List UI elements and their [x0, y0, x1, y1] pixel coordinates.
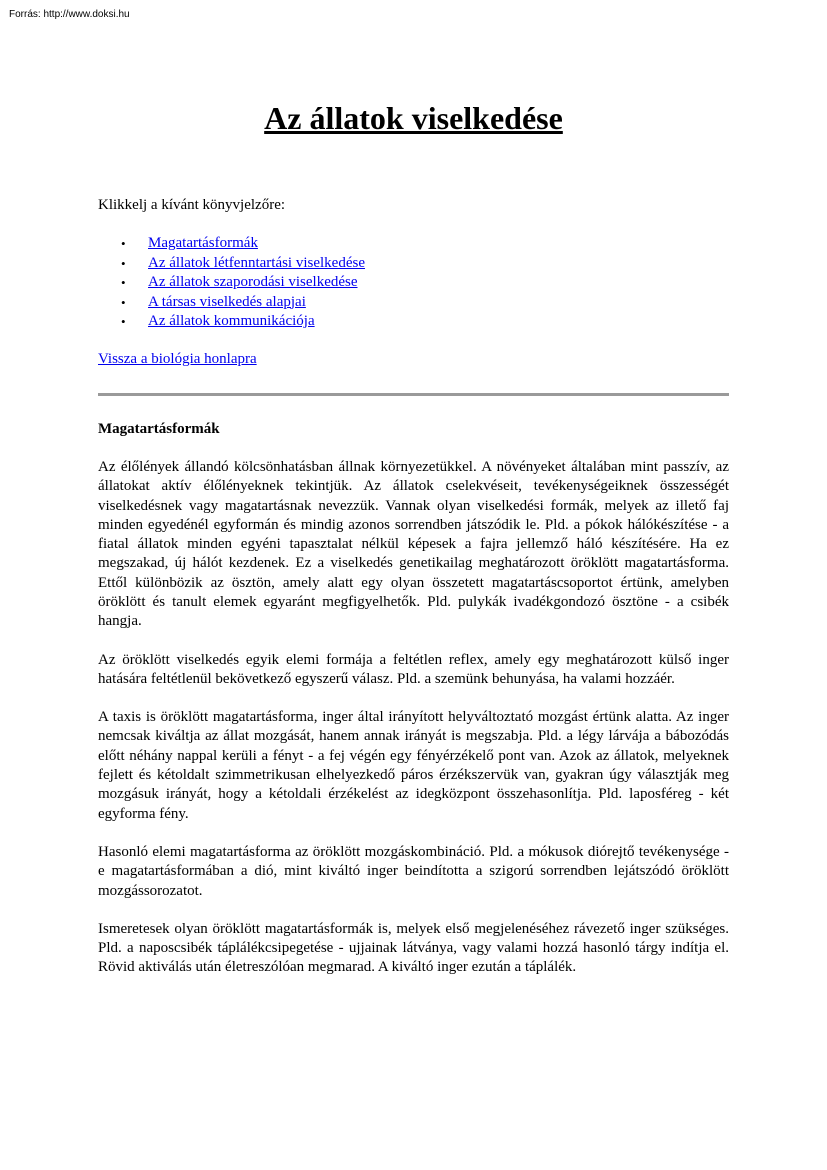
bullet-icon: •: [121, 255, 126, 271]
horizontal-divider: [98, 393, 729, 396]
back-to-homepage-link[interactable]: Vissza a biológia honlapra: [98, 351, 257, 368]
paragraph: Hasonló elemi magatartásforma az öröklött mozgáskombináció. Pld. a mókusok diórejtő tevékenysége - e magatartásformában a dió, mint kiváltó inger beindította a szigorú sorrendben lejátszódó öröklött mozgássorozatot.: [98, 843, 729, 899]
list-item: [121, 293, 729, 312]
list-item: [121, 273, 729, 292]
bookmark-list: [98, 234, 729, 331]
document-body: [98, 196, 729, 978]
paragraph: Ismeretesek olyan öröklött magatartásformák is, melyek első megjelenéséhez rávezető inger szükséges. Pld. a naposcsibék táplálékcsipegetése - ujjainak látványa, vagy valami hozzá hasonló tárgy indítja el. Rövid aktiválás után életreszólóan megmarad. A kiváltó inger ezután a táplálék.: [98, 920, 729, 976]
source-label: Forrás: http://www.doksi.hu: [9, 9, 130, 20]
bullet-icon: •: [121, 236, 126, 252]
bullet-icon: •: [121, 313, 126, 329]
section-heading: Magatartásformák: [98, 420, 220, 437]
page-title: Az állatok viselkedése: [264, 100, 563, 136]
paragraph: Az élőlények állandó kölcsönhatásban állnak környezetükkel. A növényeket általában mint passzív, az állatokat aktív élőlényeknek tekintjük. Az állatok cselekvéseit, tevékenységeiknek összességét viselkedésnek vagy magatartásnak nevezzük. Vannak olyan viselkedési formák, melyek az illető faj minden egyedénél egyformán és mindig azonos sorrendben játszódik le. Pld. a pókok hálókészítése - a fiatal állatok minden egyéni tapasztalat nélkül képesek a fajra jellemző háló készítésére. Ha ez megszakad, új hálót kezdenek. Ez a viselkedés genetikailag meghatározott öröklött magatartásforma. Ettől különbözik az ösztön, amely alatt egy olyan összetett magatartáscsoportot értünk, amelyben öröklött és tanult elemek egyaránt megfigyelhetők. Pld. pulykák ivadékgondozó ösztöne - a csibék hangja.: [98, 458, 729, 630]
bullet-icon: •: [121, 275, 126, 291]
bookmark-link-szaporodasi[interactable]: Az állatok szaporodási viselkedése: [148, 274, 358, 291]
bookmark-link-magatartasformak[interactable]: Magatartásformák: [148, 235, 258, 252]
list-item: [121, 312, 729, 331]
bookmark-link-tarsas[interactable]: A társas viselkedés alapjai: [148, 293, 306, 310]
back-link-row: [98, 350, 729, 369]
paragraph: A taxis is öröklött magatartásforma, inger által irányított helyváltoztató mozgást értünk alatta. Az inger nemcsak kiváltja az állat mozgását, hanem annak irányát is megszabja. Pld. a légy lárvája a bábozódás előtt néhány nappal kerüli a fényt - a fej végén egy fényérzékelő pont van. Azok az állatok, melyeknek fejlett és kétoldalt szimmetrikusan elhelyezkedő páros érzékszervük van, gyakran úgy választják meg mozgásuk irányát, hogy a kétoldali érzékelést az idegközpont összehasonlítja. Pld. laposféreg - két egyforma fény.: [98, 709, 729, 822]
list-item: [121, 254, 729, 273]
bookmark-link-kommunikacio[interactable]: Az állatok kommunikációja: [148, 312, 315, 329]
bookmark-link-letfenntartasi[interactable]: Az állatok létfenntartási viselkedése: [148, 254, 365, 271]
bullet-icon: •: [121, 294, 126, 310]
list-item: [121, 234, 729, 253]
intro-text: Klikkelj a kívánt könyvjelzőre:: [98, 197, 286, 213]
paragraph: Az öröklött viselkedés egyik elemi formája a feltétlen reflex, amely egy meghatározott külső inger hatására feltétlenül bekövetkező egyszerű válasz. Pld. a szemünk behunyása, ha valami hozzáér.: [98, 651, 729, 687]
